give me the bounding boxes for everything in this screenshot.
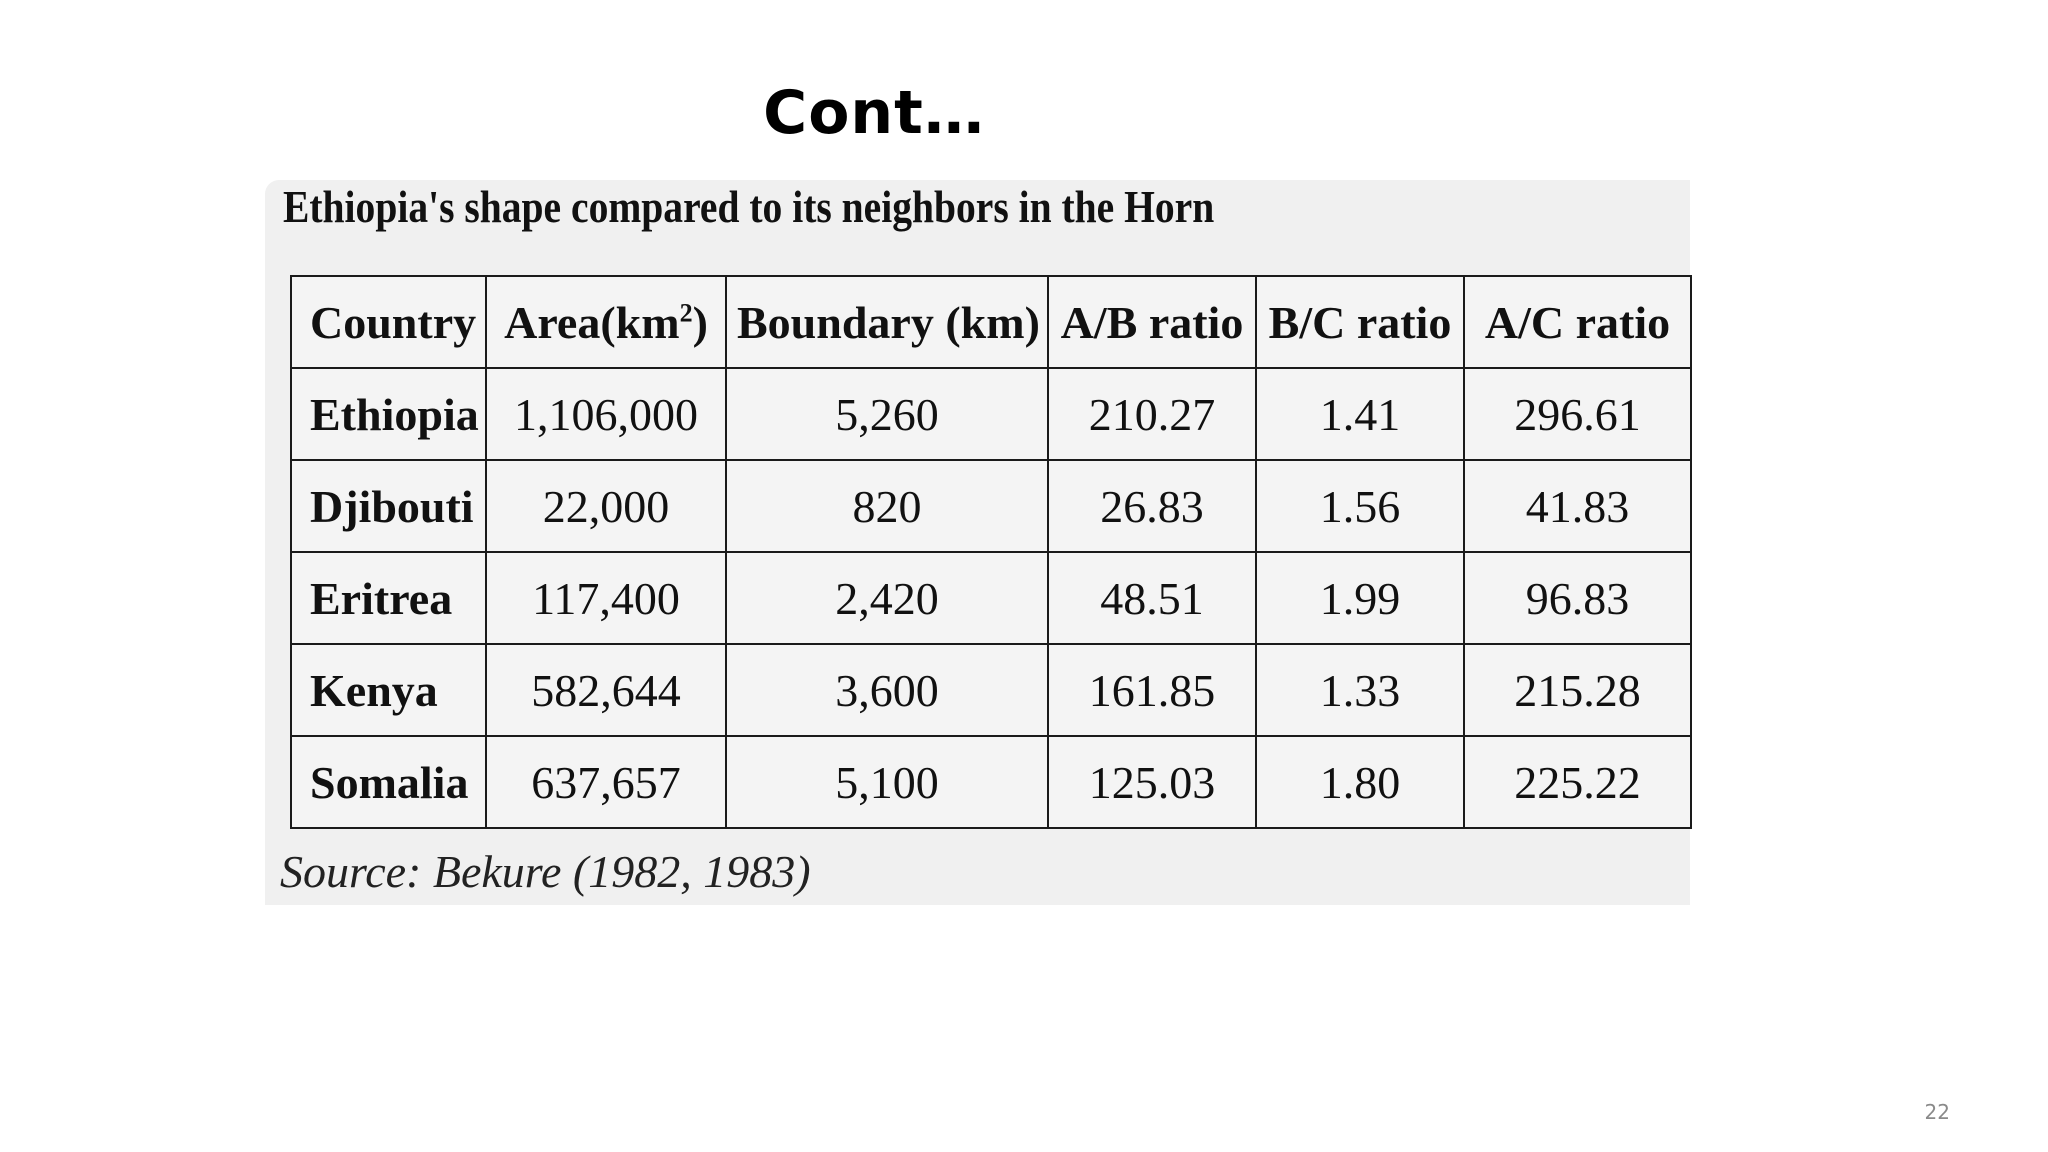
cell-ac-ratio: 41.83 bbox=[1464, 460, 1691, 552]
cell-country: Ethiopia bbox=[291, 368, 486, 460]
cell-ac-ratio: 225.22 bbox=[1464, 736, 1691, 828]
table-source: Source: Bekure (1982, 1983) bbox=[280, 846, 811, 897]
table-row bbox=[291, 460, 1691, 552]
header-ab-ratio: A/B ratio bbox=[1048, 276, 1256, 368]
cell-country: Somalia bbox=[291, 736, 486, 828]
figure-caption: Ethiopia's shape compared to its neighbors in the Horn bbox=[283, 181, 1215, 232]
table-figure bbox=[265, 180, 1690, 905]
cell-boundary: 3,600 bbox=[726, 644, 1048, 736]
header-country: Country bbox=[291, 276, 486, 368]
cell-ab-ratio: 48.51 bbox=[1048, 552, 1256, 644]
cell-area: 637,657 bbox=[486, 736, 726, 828]
table-row bbox=[291, 368, 1691, 460]
header-bc-ratio: B/C ratio bbox=[1256, 276, 1464, 368]
cell-ab-ratio: 125.03 bbox=[1048, 736, 1256, 828]
cell-bc-ratio: 1.41 bbox=[1256, 368, 1464, 460]
cell-ab-ratio: 161.85 bbox=[1048, 644, 1256, 736]
comparison-table bbox=[290, 275, 1692, 829]
cell-boundary: 5,100 bbox=[726, 736, 1048, 828]
cell-area: 117,400 bbox=[486, 552, 726, 644]
header-area-text: Area(km bbox=[504, 296, 680, 348]
cell-bc-ratio: 1.56 bbox=[1256, 460, 1464, 552]
cell-area: 582,644 bbox=[486, 644, 726, 736]
cell-bc-ratio: 1.80 bbox=[1256, 736, 1464, 828]
cell-bc-ratio: 1.33 bbox=[1256, 644, 1464, 736]
table-row bbox=[291, 552, 1691, 644]
cell-ab-ratio: 26.83 bbox=[1048, 460, 1256, 552]
cell-country: Eritrea bbox=[291, 552, 486, 644]
cell-area: 1,106,000 bbox=[486, 368, 726, 460]
header-area bbox=[486, 276, 726, 368]
cell-country: Djibouti bbox=[291, 460, 486, 552]
table-row bbox=[291, 644, 1691, 736]
slide-title: Cont… bbox=[763, 78, 985, 148]
page-number: 22 bbox=[1924, 1100, 1950, 1124]
table-header-row bbox=[291, 276, 1691, 368]
cell-boundary: 820 bbox=[726, 460, 1048, 552]
table-row bbox=[291, 736, 1691, 828]
header-boundary: Boundary (km) bbox=[726, 276, 1048, 368]
cell-ac-ratio: 215.28 bbox=[1464, 644, 1691, 736]
cell-country: Kenya bbox=[291, 644, 486, 736]
cell-area: 22,000 bbox=[486, 460, 726, 552]
cell-ab-ratio: 210.27 bbox=[1048, 368, 1256, 460]
cell-ac-ratio: 96.83 bbox=[1464, 552, 1691, 644]
header-ac-ratio: A/C ratio bbox=[1464, 276, 1691, 368]
cell-boundary: 5,260 bbox=[726, 368, 1048, 460]
cell-boundary: 2,420 bbox=[726, 552, 1048, 644]
cell-bc-ratio: 1.99 bbox=[1256, 552, 1464, 644]
header-area-superscript: 2 bbox=[679, 298, 693, 328]
cell-ac-ratio: 296.61 bbox=[1464, 368, 1691, 460]
header-area-close: ) bbox=[692, 296, 708, 348]
